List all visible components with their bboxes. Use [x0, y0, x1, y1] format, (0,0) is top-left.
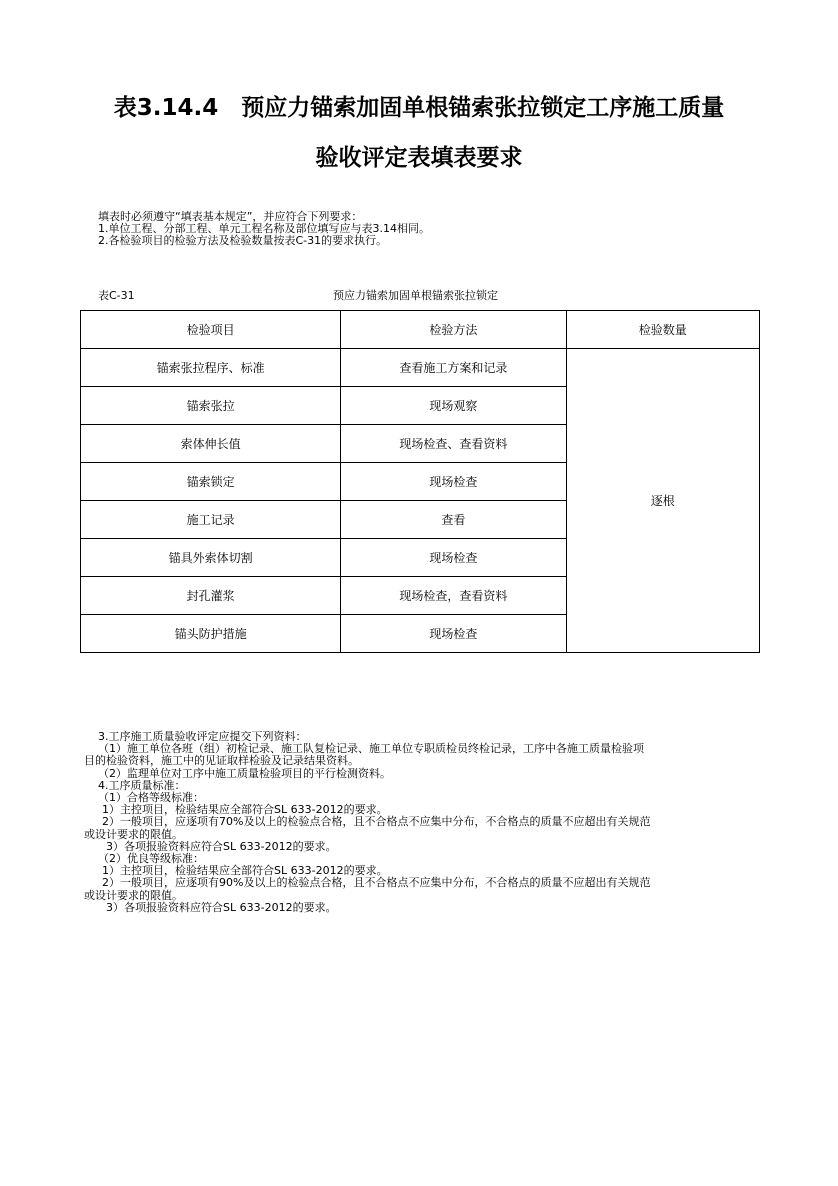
table-number: 表C-31 — [98, 289, 135, 302]
inspection-table — [80, 310, 760, 653]
table-row — [81, 349, 760, 387]
cell-quantity: 逐根 — [566, 349, 759, 653]
table-header-row — [81, 311, 760, 349]
note-line: 目的检验资料，施工中的见证取样检验及记录结果资料。 — [84, 754, 359, 768]
cell-item: 施工记录 — [81, 501, 341, 539]
cell-item: 索体伸长值 — [81, 425, 341, 463]
note-line: （2）优良等级标准： — [98, 852, 204, 866]
intro-line: 填表时必须遵守“填表基本规定”，并应符合下列要求： — [98, 210, 363, 223]
cell-method: 现场检查，查看资料 — [341, 577, 566, 615]
header-item: 检验项目 — [81, 311, 341, 349]
cell-method: 现场检查 — [341, 539, 566, 577]
note-line: 1）主控项目，检验结果应全部符合SL 633-2012的要求。 — [102, 803, 388, 817]
table-title: 预应力锚索加固单根锚索张拉锁定 — [333, 289, 498, 302]
cell-item: 锚索张拉 — [81, 387, 341, 425]
intro-line: 1.单位工程、分部工程、单元工程名称及部位填写应与表3.14相同。 — [98, 222, 430, 235]
header-method: 检验方法 — [341, 311, 566, 349]
note-line: 4.工序质量标准： — [98, 778, 186, 792]
intro-block — [98, 211, 430, 247]
header-quantity: 检验数量 — [566, 311, 759, 349]
cell-item: 锚头防护措施 — [81, 615, 341, 653]
note-line: 或设计要求的限值。 — [84, 827, 183, 841]
requirements-notes — [84, 731, 764, 914]
note-line: （1）合格等级标准： — [98, 791, 204, 805]
page-subtitle: 验收评定表填表要求 — [315, 145, 523, 171]
cell-item: 封孔灌浆 — [81, 577, 341, 615]
cell-item: 锚具外索体切割 — [81, 539, 341, 577]
note-line: 或设计要求的限值。 — [84, 888, 183, 902]
note-line: 3.工序施工质量验收评定应提交下列资料： — [98, 730, 307, 743]
note-line: 1）主控项目，检验结果应全部符合SL 633-2012的要求。 — [102, 864, 388, 878]
cell-method: 现场检查 — [341, 463, 566, 501]
note-line: 3）各项报验资料应符合SL 633-2012的要求。 — [106, 839, 337, 853]
cell-method: 现场检查、查看资料 — [341, 425, 566, 463]
cell-method: 查看 — [341, 501, 566, 539]
cell-item: 锚索张拉程序、标准 — [81, 349, 341, 387]
cell-item: 锚索锁定 — [81, 463, 341, 501]
note-line: 3）各项报验资料应符合SL 633-2012的要求。 — [106, 900, 337, 914]
cell-method: 现场检查 — [341, 615, 566, 653]
intro-line: 2.各检验项目的检验方法及检验数量按表C-31的要求执行。 — [98, 234, 388, 247]
note-line: （2）监理单位对工序中施工质量检验项目的平行检测资料。 — [98, 766, 391, 780]
cell-method: 查看施工方案和记录 — [341, 349, 566, 387]
note-line: （1）施工单位各班（组）初检记录、施工队复检记录、施工单位专职质检员终检记录，工序中各施工质量检验项 — [98, 742, 644, 756]
page-title: 表3.14.4 预应力锚索加固单根锚索张拉锁定工序施工质量 — [113, 95, 725, 121]
cell-method: 现场观察 — [341, 387, 566, 425]
note-line: 2）一般项目，应逐项有90%及以上的检验点合格，且不合格点不应集中分布，不合格点的质量不应超出有关规范 — [102, 876, 651, 890]
note-line: 2）一般项目，应逐项有70%及以上的检验点合格，且不合格点不应集中分布，不合格点的质量不应超出有关规范 — [102, 815, 651, 829]
